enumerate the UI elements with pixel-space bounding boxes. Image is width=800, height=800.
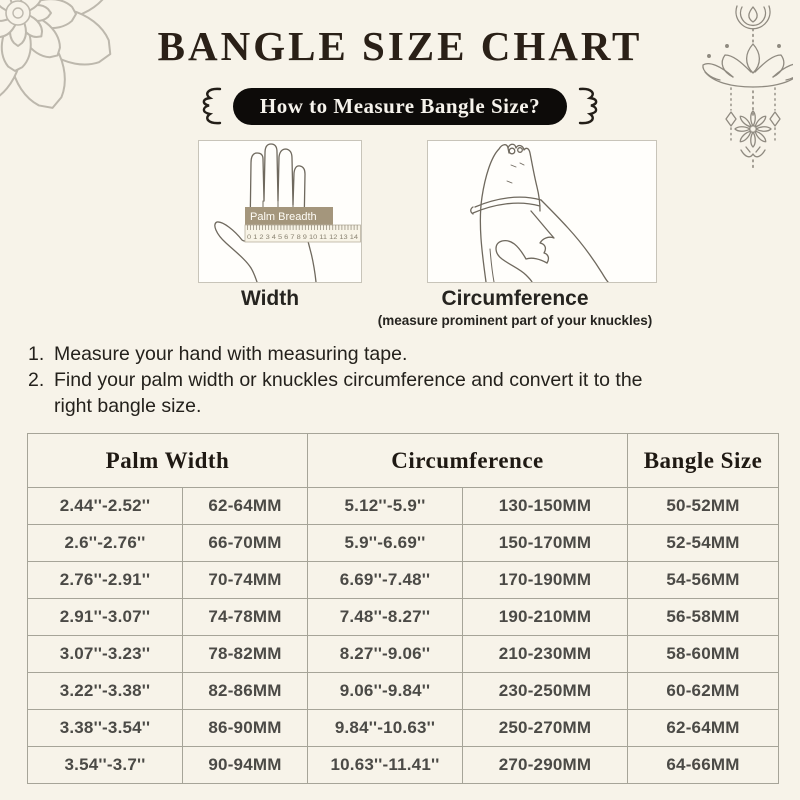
- cell-circumference-mm: 170-190MM: [463, 562, 628, 599]
- cell-circumference-inches: 5.9''-6.69'': [308, 525, 463, 562]
- cell-palm-width-mm: 90-94MM: [183, 747, 308, 784]
- instruction-step: [28, 367, 768, 419]
- cell-palm-width-mm: 66-70MM: [183, 525, 308, 562]
- header-bangle-size: Bangle Size: [628, 434, 779, 488]
- size-table-row: [28, 747, 779, 784]
- instruction-text: Find your palm width or knuckles circumference and convert it to the right bangle size.: [54, 369, 643, 417]
- size-table-row: [28, 710, 779, 747]
- circumference-caption: Circumference: [441, 287, 589, 310]
- ruler-scale: 0 1 2 3 4 5 6 7 8 9 10 11 12 13 14: [247, 234, 359, 241]
- ruler: [245, 225, 361, 242]
- how-to-measure-header: [0, 85, 800, 127]
- cell-bangle-size-mm: 64-66MM: [628, 747, 779, 784]
- cell-circumference-inches: 10.63''-11.41'': [308, 747, 463, 784]
- cell-circumference-mm: 230-250MM: [463, 673, 628, 710]
- instruction-number: 2.: [28, 369, 45, 391]
- cell-palm-width-mm: 86-90MM: [183, 710, 308, 747]
- cell-palm-width-mm: 70-74MM: [183, 562, 308, 599]
- cell-palm-width-mm: 74-78MM: [183, 599, 308, 636]
- page-title: BANGLE SIZE CHART: [157, 23, 643, 69]
- cell-palm-width-inches: 2.6''-2.76'': [28, 525, 183, 562]
- cell-bangle-size-mm: 62-64MM: [628, 710, 779, 747]
- cell-bangle-size-mm: 58-60MM: [628, 636, 779, 673]
- cell-circumference-mm: 210-230MM: [463, 636, 628, 673]
- cell-bangle-size-mm: 50-52MM: [628, 488, 779, 525]
- squiggle-left-icon: [197, 85, 223, 127]
- circumference-subcaption: (measure prominent part of your knuckles): [377, 313, 653, 328]
- header-circumference: Circumference: [308, 434, 628, 488]
- size-table-row: [28, 636, 779, 673]
- cell-circumference-inches: 6.69''-7.48'': [308, 562, 463, 599]
- cell-circumference-inches: 9.06''-9.84'': [308, 673, 463, 710]
- cell-palm-width-inches: 2.76''-2.91'': [28, 562, 183, 599]
- cell-palm-width-inches: 2.91''-3.07'': [28, 599, 183, 636]
- cell-circumference-mm: 150-170MM: [463, 525, 628, 562]
- cell-palm-width-inches: 3.38''-3.54'': [28, 710, 183, 747]
- cell-bangle-size-mm: 60-62MM: [628, 673, 779, 710]
- palm-breadth-label: Palm Breadth: [250, 211, 317, 223]
- size-table-row: [28, 562, 779, 599]
- cell-palm-width-inches: 3.07''-3.23'': [28, 636, 183, 673]
- cell-circumference-inches: 8.27''-9.06'': [308, 636, 463, 673]
- circumference-figure: [427, 140, 657, 283]
- size-table-header-row: [28, 434, 779, 488]
- cell-circumference-inches: 5.12''-5.9'': [308, 488, 463, 525]
- cell-circumference-mm: 270-290MM: [463, 747, 628, 784]
- cell-palm-width-inches: 3.54''-3.7'': [28, 747, 183, 784]
- cell-palm-width-mm: 82-86MM: [183, 673, 308, 710]
- width-caption: Width: [240, 287, 300, 310]
- hand-ruler-illustration: [199, 141, 361, 282]
- size-table-row: [28, 673, 779, 710]
- instruction-number: 1.: [28, 343, 45, 365]
- cell-bangle-size-mm: 56-58MM: [628, 599, 779, 636]
- instruction-step: [28, 341, 768, 367]
- cell-palm-width-mm: 62-64MM: [183, 488, 308, 525]
- cell-circumference-inches: 9.84''-10.63'': [308, 710, 463, 747]
- cell-circumference-mm: 130-150MM: [463, 488, 628, 525]
- instructions-list: [28, 341, 768, 419]
- how-to-measure-pill: How to Measure Bangle Size?: [233, 88, 567, 125]
- size-table-row: [28, 488, 779, 525]
- instruction-text: Measure your hand with measuring tape.: [54, 343, 408, 365]
- cell-circumference-mm: 250-270MM: [463, 710, 628, 747]
- cell-circumference-inches: 7.48''-8.27'': [308, 599, 463, 636]
- cell-palm-width-mm: 78-82MM: [183, 636, 308, 673]
- cell-circumference-mm: 190-210MM: [463, 599, 628, 636]
- cell-bangle-size-mm: 54-56MM: [628, 562, 779, 599]
- hands-measuring-illustration: [428, 141, 656, 282]
- cell-palm-width-inches: 2.44''-2.52'': [28, 488, 183, 525]
- cell-bangle-size-mm: 52-54MM: [628, 525, 779, 562]
- header-palm-width: Palm Width: [28, 434, 308, 488]
- size-table-row: [28, 525, 779, 562]
- width-figure: [198, 140, 362, 283]
- cell-palm-width-inches: 3.22''-3.38'': [28, 673, 183, 710]
- size-table: [27, 433, 779, 784]
- size-table-row: [28, 599, 779, 636]
- squiggle-right-icon: [577, 85, 603, 127]
